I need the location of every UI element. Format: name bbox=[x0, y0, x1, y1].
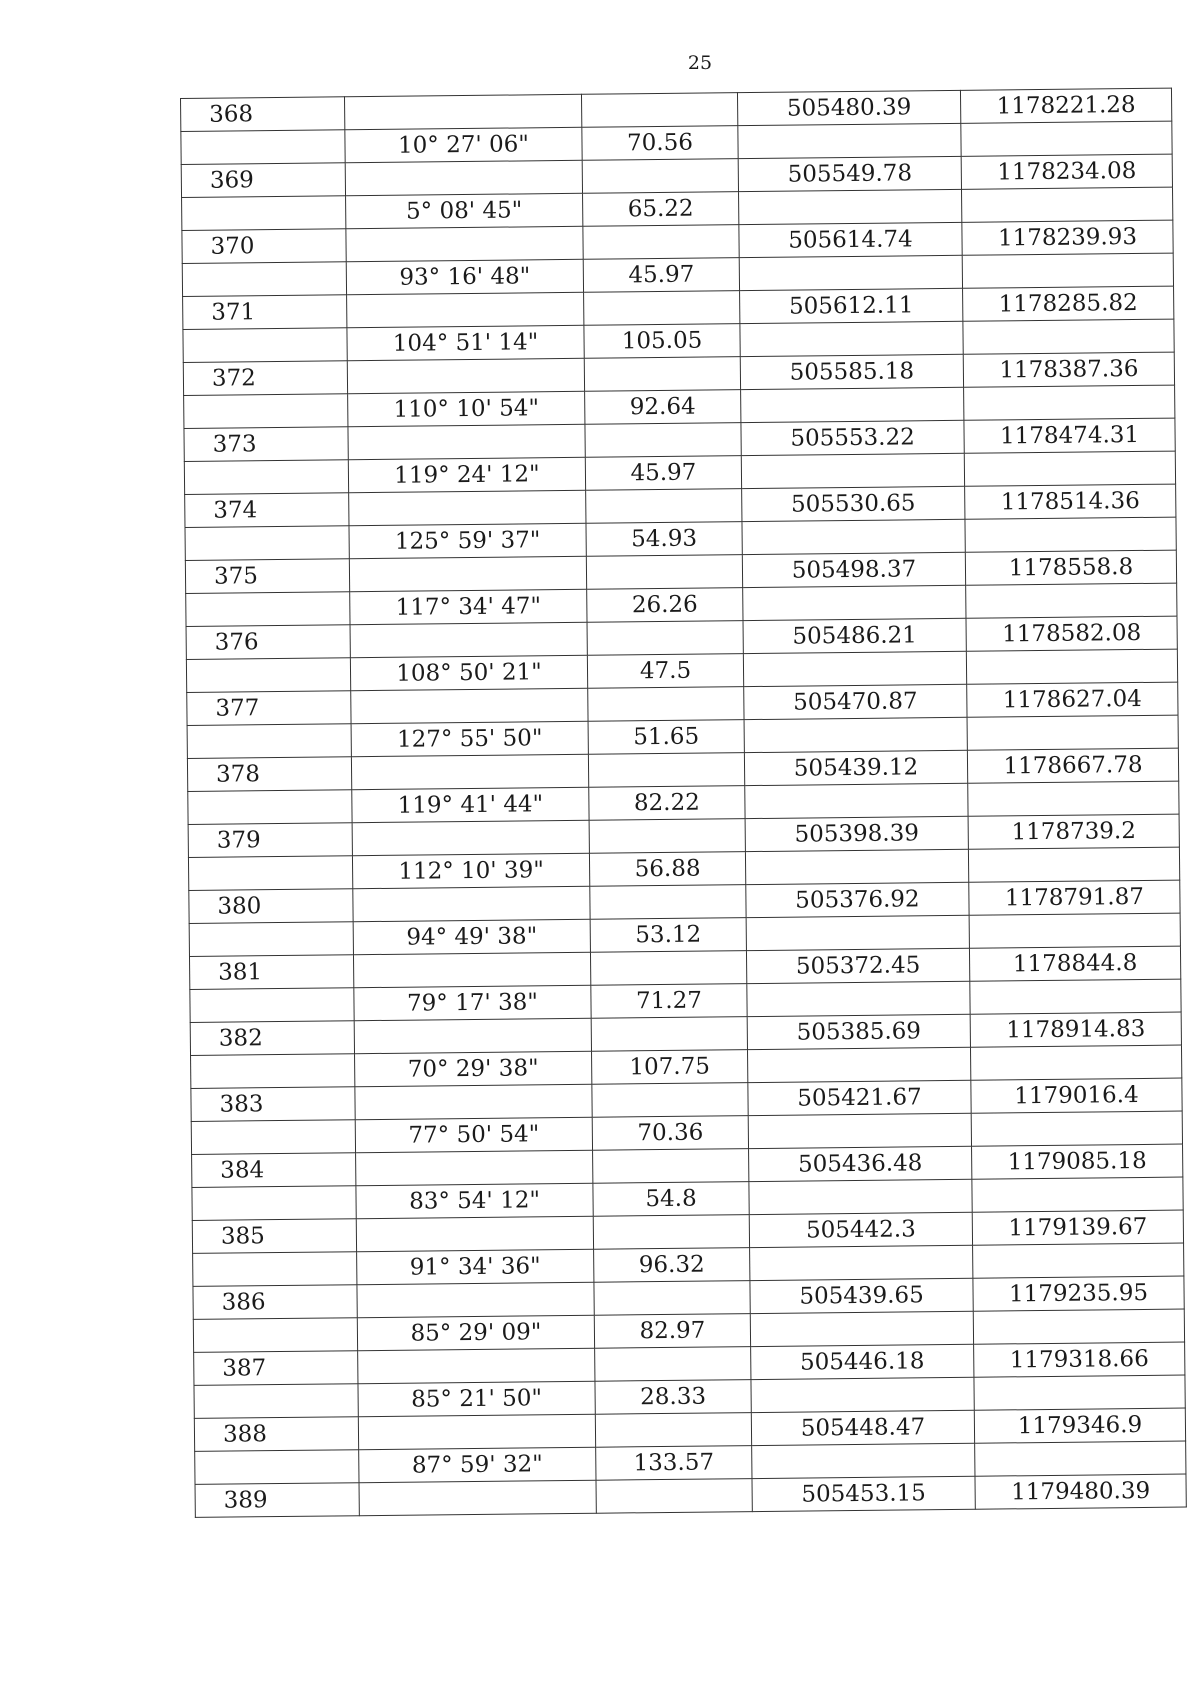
empty-cell bbox=[190, 988, 354, 1023]
easting-cell: 1179139.67 bbox=[972, 1210, 1183, 1245]
empty-cell bbox=[586, 489, 742, 524]
easting-cell: 1178844.8 bbox=[969, 946, 1180, 981]
station-cell: 377 bbox=[187, 691, 351, 726]
empty-cell bbox=[590, 951, 746, 986]
distance-cell: 54.93 bbox=[586, 522, 742, 557]
distance-cell: 65.22 bbox=[583, 192, 739, 227]
empty-cell bbox=[750, 1245, 973, 1280]
empty-cell bbox=[969, 913, 1180, 948]
empty-cell bbox=[590, 885, 746, 920]
empty-cell bbox=[584, 291, 740, 326]
distance-cell: 53.12 bbox=[590, 918, 746, 953]
distance-cell: 47.5 bbox=[587, 654, 743, 689]
empty-cell bbox=[974, 1375, 1185, 1410]
station-cell: 384 bbox=[192, 1153, 356, 1188]
station-cell: 387 bbox=[194, 1351, 358, 1386]
northing-cell: 505436.48 bbox=[749, 1146, 972, 1181]
empty-cell bbox=[592, 1083, 748, 1118]
empty-cell bbox=[970, 1045, 1181, 1080]
empty-cell bbox=[351, 754, 588, 789]
empty-cell bbox=[187, 724, 351, 759]
distance-cell: 70.36 bbox=[592, 1116, 748, 1151]
bearing-cell: 10° 27' 06" bbox=[345, 127, 582, 162]
empty-cell bbox=[594, 1281, 750, 1316]
empty-cell bbox=[353, 952, 590, 987]
empty-cell bbox=[741, 387, 964, 422]
northing-cell: 505470.87 bbox=[744, 684, 967, 719]
empty-cell bbox=[353, 886, 590, 921]
bearing-cell: 85° 29' 09" bbox=[357, 1315, 594, 1350]
empty-cell bbox=[351, 688, 588, 723]
empty-cell bbox=[349, 556, 586, 591]
empty-cell bbox=[973, 1243, 1184, 1278]
empty-cell bbox=[589, 819, 745, 854]
northing-cell: 505453.15 bbox=[752, 1476, 975, 1511]
empty-cell bbox=[595, 1413, 751, 1448]
empty-cell bbox=[964, 385, 1175, 420]
station-cell: 389 bbox=[195, 1483, 359, 1518]
empty-cell bbox=[586, 555, 742, 590]
bearing-cell: 108° 50' 21" bbox=[350, 655, 587, 690]
bearing-cell: 87° 59' 32" bbox=[359, 1447, 596, 1482]
empty-cell bbox=[966, 583, 1177, 618]
bearing-cell: 77° 50' 54" bbox=[355, 1117, 592, 1152]
station-cell: 381 bbox=[189, 955, 353, 990]
easting-cell: 1178234.08 bbox=[961, 154, 1172, 189]
distance-cell: 45.97 bbox=[583, 258, 739, 293]
station-cell: 379 bbox=[188, 823, 352, 858]
empty-cell bbox=[192, 1186, 356, 1221]
empty-cell bbox=[591, 1017, 747, 1052]
easting-cell: 1179480.39 bbox=[975, 1474, 1186, 1509]
distance-cell: 92.64 bbox=[585, 390, 741, 425]
northing-cell: 505372.45 bbox=[746, 948, 969, 983]
empty-cell bbox=[346, 226, 583, 261]
empty-cell bbox=[181, 130, 345, 165]
empty-cell bbox=[744, 717, 967, 752]
station-cell: 385 bbox=[192, 1219, 356, 1254]
distance-cell: 45.97 bbox=[585, 456, 741, 491]
northing-cell: 505585.18 bbox=[740, 354, 963, 389]
empty-cell bbox=[354, 1018, 591, 1053]
northing-cell: 505614.74 bbox=[739, 222, 962, 257]
distance-cell: 96.32 bbox=[594, 1248, 750, 1283]
easting-cell: 1178739.2 bbox=[968, 814, 1179, 849]
empty-cell bbox=[188, 790, 352, 825]
bearing-cell: 70° 29' 38" bbox=[355, 1051, 592, 1086]
empty-cell bbox=[973, 1309, 1184, 1344]
easting-cell: 1178387.36 bbox=[963, 352, 1174, 387]
empty-cell bbox=[752, 1443, 975, 1478]
page-number: 25 bbox=[687, 52, 713, 74]
empty-cell bbox=[352, 820, 589, 855]
empty-cell bbox=[596, 1479, 752, 1514]
bearing-cell: 91° 34' 36" bbox=[357, 1249, 594, 1284]
bearing-cell: 127° 55' 50" bbox=[351, 721, 588, 756]
distance-cell: 56.88 bbox=[589, 852, 745, 887]
bearing-cell: 112° 10' 39" bbox=[352, 853, 589, 888]
empty-cell bbox=[743, 651, 966, 686]
northing-cell: 505498.37 bbox=[742, 552, 965, 587]
empty-cell bbox=[964, 451, 1175, 486]
easting-cell: 1179346.9 bbox=[974, 1408, 1185, 1443]
station-cell: 388 bbox=[194, 1417, 358, 1452]
empty-cell bbox=[593, 1149, 749, 1184]
distance-cell: 107.75 bbox=[592, 1050, 748, 1085]
easting-cell: 1179016.4 bbox=[971, 1078, 1182, 1113]
empty-cell bbox=[971, 1111, 1182, 1146]
easting-cell: 1178558.8 bbox=[965, 550, 1176, 585]
empty-cell bbox=[193, 1252, 357, 1287]
station-cell: 371 bbox=[183, 295, 347, 330]
northing-cell: 505549.78 bbox=[738, 156, 961, 191]
empty-cell bbox=[965, 517, 1176, 552]
empty-cell bbox=[581, 93, 737, 128]
distance-cell: 105.05 bbox=[584, 324, 740, 359]
distance-cell: 70.56 bbox=[582, 126, 738, 161]
empty-cell bbox=[742, 519, 965, 554]
empty-cell bbox=[359, 1480, 596, 1515]
empty-cell bbox=[966, 649, 1177, 684]
empty-cell bbox=[184, 460, 348, 495]
empty-cell bbox=[970, 979, 1181, 1014]
empty-cell bbox=[587, 621, 743, 656]
northing-cell: 505376.92 bbox=[746, 882, 969, 917]
bearing-cell: 94° 49' 38" bbox=[353, 919, 590, 954]
easting-cell: 1178514.36 bbox=[965, 484, 1176, 519]
distance-cell: 82.22 bbox=[589, 786, 745, 821]
distance-cell: 26.26 bbox=[587, 588, 743, 623]
empty-cell bbox=[747, 981, 970, 1016]
empty-cell bbox=[961, 121, 1172, 156]
empty-cell bbox=[188, 856, 352, 891]
empty-cell bbox=[358, 1414, 595, 1449]
empty-cell bbox=[358, 1348, 595, 1383]
bearing-cell: 83° 54' 12" bbox=[356, 1183, 593, 1218]
northing-cell: 505442.3 bbox=[749, 1212, 972, 1247]
empty-cell bbox=[345, 160, 582, 195]
empty-cell bbox=[347, 358, 584, 393]
empty-cell bbox=[584, 357, 740, 392]
empty-cell bbox=[355, 1084, 592, 1119]
empty-cell bbox=[745, 783, 968, 818]
empty-cell bbox=[183, 328, 347, 363]
easting-cell: 1179318.66 bbox=[974, 1342, 1185, 1377]
northing-cell: 505448.47 bbox=[751, 1410, 974, 1445]
northing-cell: 505385.69 bbox=[747, 1014, 970, 1049]
empty-cell bbox=[588, 753, 744, 788]
easting-cell: 1178474.31 bbox=[964, 418, 1175, 453]
easting-cell: 1178221.28 bbox=[960, 88, 1171, 123]
empty-cell bbox=[741, 453, 964, 488]
station-cell: 368 bbox=[181, 97, 345, 132]
bearing-cell: 110° 10' 54" bbox=[348, 391, 585, 426]
empty-cell bbox=[972, 1177, 1183, 1212]
easting-cell: 1178667.78 bbox=[967, 748, 1178, 783]
empty-cell bbox=[739, 189, 962, 224]
northing-cell: 505439.12 bbox=[744, 750, 967, 785]
empty-cell bbox=[186, 592, 350, 627]
empty-cell bbox=[593, 1215, 749, 1250]
empty-cell bbox=[184, 394, 348, 429]
distance-cell: 51.65 bbox=[588, 720, 744, 755]
easting-cell: 1178914.83 bbox=[970, 1012, 1181, 1047]
empty-cell bbox=[751, 1377, 974, 1412]
northing-cell: 505530.65 bbox=[742, 486, 965, 521]
northing-cell: 505398.39 bbox=[745, 816, 968, 851]
easting-cell: 1178627.04 bbox=[967, 682, 1178, 717]
station-cell: 375 bbox=[185, 559, 349, 594]
station-cell: 383 bbox=[191, 1087, 355, 1122]
empty-cell bbox=[750, 1311, 973, 1346]
station-cell: 376 bbox=[186, 625, 350, 660]
empty-cell bbox=[746, 915, 969, 950]
empty-cell bbox=[194, 1384, 358, 1419]
station-cell: 374 bbox=[185, 493, 349, 528]
empty-cell bbox=[745, 849, 968, 884]
empty-cell bbox=[967, 715, 1178, 750]
empty-cell bbox=[357, 1282, 594, 1317]
easting-cell: 1178791.87 bbox=[969, 880, 1180, 915]
easting-cell: 1179235.95 bbox=[973, 1276, 1184, 1311]
empty-cell bbox=[963, 319, 1174, 354]
survey-table-body bbox=[181, 88, 1187, 1517]
empty-cell bbox=[968, 781, 1179, 816]
empty-cell bbox=[583, 225, 739, 260]
bearing-cell: 93° 16' 48" bbox=[346, 259, 583, 294]
bearing-cell: 119° 41' 44" bbox=[352, 787, 589, 822]
easting-cell: 1179085.18 bbox=[972, 1144, 1183, 1179]
distance-cell: 28.33 bbox=[595, 1380, 751, 1415]
empty-cell bbox=[347, 292, 584, 327]
empty-cell bbox=[186, 658, 350, 693]
station-cell: 369 bbox=[181, 163, 345, 198]
northing-cell: 505612.11 bbox=[740, 288, 963, 323]
easting-cell: 1178239.93 bbox=[962, 220, 1173, 255]
empty-cell bbox=[595, 1347, 751, 1382]
bearing-cell: 79° 17' 38" bbox=[354, 985, 591, 1020]
empty-cell bbox=[961, 187, 1172, 222]
empty-cell bbox=[743, 585, 966, 620]
bearing-cell: 119° 24' 12" bbox=[348, 457, 585, 492]
empty-cell bbox=[185, 526, 349, 561]
bearing-cell: 104° 51' 14" bbox=[347, 325, 584, 360]
empty-cell bbox=[962, 253, 1173, 288]
empty-cell bbox=[195, 1450, 359, 1485]
northing-cell: 505446.18 bbox=[751, 1344, 974, 1379]
empty-cell bbox=[344, 94, 581, 129]
survey-table bbox=[180, 88, 1187, 1518]
distance-cell: 54.8 bbox=[593, 1182, 749, 1217]
empty-cell bbox=[349, 490, 586, 525]
empty-cell bbox=[748, 1113, 971, 1148]
bearing-cell: 5° 08' 45" bbox=[346, 193, 583, 228]
empty-cell bbox=[348, 424, 585, 459]
empty-cell bbox=[191, 1054, 355, 1089]
empty-cell bbox=[588, 687, 744, 722]
empty-cell bbox=[350, 622, 587, 657]
empty-cell bbox=[182, 196, 346, 231]
station-cell: 386 bbox=[193, 1285, 357, 1320]
station-cell: 370 bbox=[182, 229, 346, 264]
distance-cell: 82.97 bbox=[594, 1314, 750, 1349]
station-cell: 380 bbox=[189, 889, 353, 924]
northing-cell: 505553.22 bbox=[741, 420, 964, 455]
empty-cell bbox=[189, 922, 353, 957]
station-cell: 378 bbox=[187, 757, 351, 792]
empty-cell bbox=[739, 255, 962, 290]
distance-cell: 71.27 bbox=[591, 984, 747, 1019]
empty-cell bbox=[968, 847, 1179, 882]
northing-cell: 505439.65 bbox=[750, 1278, 973, 1313]
empty-cell bbox=[191, 1120, 355, 1155]
distance-cell: 133.57 bbox=[596, 1446, 752, 1481]
empty-cell bbox=[749, 1179, 972, 1214]
northing-cell: 505486.21 bbox=[743, 618, 966, 653]
empty-cell bbox=[975, 1441, 1186, 1476]
bearing-cell: 125° 59' 37" bbox=[349, 523, 586, 558]
empty-cell bbox=[356, 1150, 593, 1185]
empty-cell bbox=[356, 1216, 593, 1251]
empty-cell bbox=[738, 123, 961, 158]
empty-cell bbox=[747, 1047, 970, 1082]
bearing-cell: 117° 34' 47" bbox=[350, 589, 587, 624]
empty-cell bbox=[193, 1318, 357, 1353]
station-cell: 382 bbox=[190, 1021, 354, 1056]
easting-cell: 1178582.08 bbox=[966, 616, 1177, 651]
empty-cell bbox=[582, 159, 738, 194]
station-cell: 373 bbox=[184, 427, 348, 462]
empty-cell bbox=[585, 423, 741, 458]
station-cell: 372 bbox=[183, 361, 347, 396]
northing-cell: 505421.67 bbox=[748, 1080, 971, 1115]
bearing-cell: 85° 21' 50" bbox=[358, 1381, 595, 1416]
easting-cell: 1178285.82 bbox=[963, 286, 1174, 321]
northing-cell: 505480.39 bbox=[737, 90, 960, 125]
empty-cell bbox=[740, 321, 963, 356]
empty-cell bbox=[182, 262, 346, 297]
